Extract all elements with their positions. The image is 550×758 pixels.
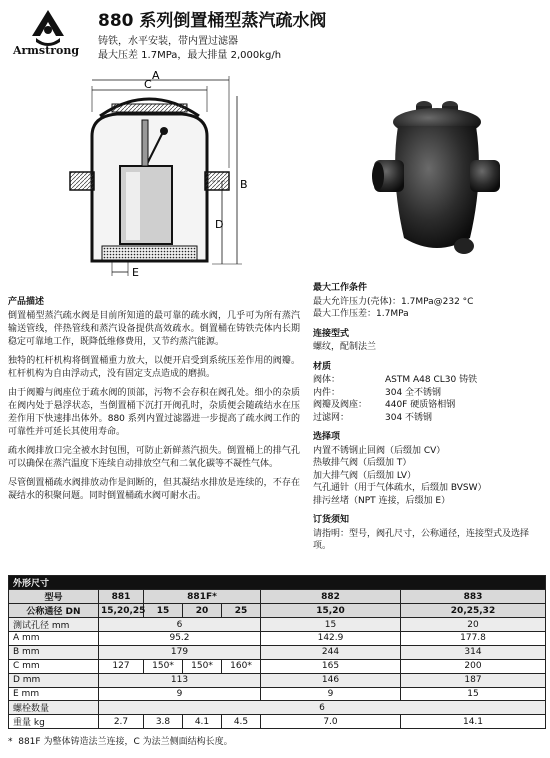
table-cell: 20 bbox=[401, 618, 546, 632]
table-cell: 公称通径 DN bbox=[9, 604, 99, 618]
table-cell: 179 bbox=[99, 645, 261, 659]
max-diff-pressure-line: 最大工作压差：1.7MPa bbox=[313, 309, 409, 319]
table-cell: 9 bbox=[99, 687, 261, 701]
max-conditions-title: 最大工作条件 bbox=[313, 283, 368, 293]
connection-title: 连接型式 bbox=[313, 328, 350, 339]
table-cell: 15 bbox=[144, 604, 183, 618]
options-title: 选择项 bbox=[313, 432, 341, 442]
table-caption: 外形尺寸 bbox=[9, 576, 546, 590]
table-cell: 15,20 bbox=[261, 604, 401, 618]
table-cell: 113 bbox=[99, 673, 261, 687]
table-cell: 882 bbox=[261, 590, 401, 604]
description-title: 产品描述 bbox=[8, 297, 45, 307]
table-cell: C mm bbox=[9, 659, 99, 673]
table-row bbox=[9, 632, 546, 646]
table-cell: A mm bbox=[9, 632, 99, 646]
table-cell: 187 bbox=[401, 673, 546, 687]
description-paragraph: 由于阀瓣与阀座位于疏水阀的顶部，污物不会存积在阀孔处。细小的杂质在阀内处于悬浮状态，当倒置桶下沉打开阀孔时，杂质便会随疏结水在压差作用下快速排出体外。880 系列内置过滤器进一步提高了疏水阀工作的可靠性并可延长其使用寿命。 bbox=[8, 388, 300, 437]
table-cell: B mm bbox=[9, 645, 99, 659]
table-cell: E mm bbox=[9, 687, 99, 701]
table-cell: 25 bbox=[222, 604, 261, 618]
description-paragraph: 尽管倒置桶疏水阀排放动作是间断的，但其凝结水排放是连续的，不存在凝结水的积聚问题。同时倒置桶疏水阀可耐水击。 bbox=[8, 478, 300, 501]
table-cell: 20,25,32 bbox=[401, 604, 546, 618]
table-row bbox=[9, 659, 546, 673]
dim-label-a: A bbox=[152, 69, 160, 82]
table-cell: 314 bbox=[401, 645, 546, 659]
table-cell: 4.1 bbox=[183, 715, 222, 729]
table-row bbox=[9, 673, 546, 687]
table-cell: D mm bbox=[9, 673, 99, 687]
materials-block bbox=[313, 361, 543, 425]
subtitle-install: 铸铁，水平安装，带内置过滤器 bbox=[98, 36, 238, 47]
table-cell: 15,20,25 bbox=[99, 604, 144, 618]
table-cell: 6 bbox=[99, 701, 546, 715]
dim-label-b: B bbox=[240, 178, 248, 191]
table-cell: 160* bbox=[222, 659, 261, 673]
dim-label-e: E bbox=[132, 266, 139, 279]
option-item: 内置不锈钢止回阀（后缀加 CV） bbox=[313, 445, 446, 456]
table-cell: 881 bbox=[99, 590, 144, 604]
material-row: 阀体： ASTM A48 CL30 铸铁 bbox=[313, 375, 478, 385]
table-cell: 螺栓数量 bbox=[9, 701, 99, 715]
brand-name: Armstrong bbox=[12, 44, 80, 57]
description-paragraph: 独特的杠杆机构将倒置桶重力放大，以便开启受到系统压差作用的阀瓣。杠杆机构为自由浮动式，没有固定支点造成的磨损。 bbox=[8, 356, 300, 379]
table-cell: 150* bbox=[183, 659, 222, 673]
option-item: 气孔通针（用于气体疏水，后缀加 BVSW） bbox=[313, 483, 487, 493]
connection-value: 螺纹，配制法兰 bbox=[313, 342, 377, 352]
table-cell: 6 bbox=[99, 618, 261, 632]
table-cell: 3.8 bbox=[144, 715, 183, 729]
table-cell: 150* bbox=[144, 659, 183, 673]
table-cell: 2.7 bbox=[99, 715, 144, 729]
description-paragraph: 疏水阀排放口完全被水封包围，可防止新鲜蒸汽损失。倒置桶上的排气孔可以确保在蒸汽温度下连续自动排放空气和二氧化碳等不凝性气体。 bbox=[8, 446, 300, 469]
table-row bbox=[9, 618, 546, 632]
material-row: 过滤网： 304 不锈钢 bbox=[313, 412, 433, 423]
table-row-model bbox=[9, 590, 546, 604]
table-footnote: * 881F 为整体铸造法兰连接，C 为法兰侧面结构长度。 bbox=[8, 737, 233, 747]
arm-icon bbox=[30, 8, 66, 48]
table-cell: 重量 kg bbox=[9, 715, 99, 729]
ordering-text: 请指明：型号，阀孔尺寸，公称通径，连接型式及选择项。 bbox=[313, 528, 530, 551]
material-row: 内件： 304 全不锈钢 bbox=[313, 387, 442, 398]
description-paragraph: 倒置桶型蒸汽疏水阀是目前所知道的最可靠的疏水阀，几乎可为所有蒸汽输送管线，伴热管线和蒸汽设备提供高效疏水。倒置桶在铸铁壳体内长期稳定可靠地工作，既降低维修费用，又节约蒸汽能源。 bbox=[8, 311, 300, 347]
table-cell: 7.0 bbox=[261, 715, 401, 729]
table-cell: 165 bbox=[261, 659, 401, 673]
table-row bbox=[9, 715, 546, 729]
max-conditions-block bbox=[313, 282, 543, 321]
max-pressure-line: 最大允许压力(壳体)：1.7MPa@232 °C bbox=[313, 296, 474, 307]
table-cell: 4.5 bbox=[222, 715, 261, 729]
sectional-drawing bbox=[52, 69, 257, 286]
dim-label-d: D bbox=[215, 218, 224, 231]
table-cell: 20 bbox=[183, 604, 222, 618]
options-block bbox=[313, 431, 543, 507]
table-cell: 型号 bbox=[9, 590, 99, 604]
table-cell: 244 bbox=[261, 645, 401, 659]
table-row-dn bbox=[9, 604, 546, 618]
dimensions-table bbox=[8, 575, 546, 729]
material-row: 阀瓣及阀座： 440F 硬质铬相钢 bbox=[313, 400, 456, 410]
table-cell: 146 bbox=[261, 673, 401, 687]
page-title: 880 系列倒置桶型蒸汽疏水阀 bbox=[98, 11, 327, 31]
table-cell: 200 bbox=[401, 659, 546, 673]
table-cell: 9 bbox=[261, 687, 401, 701]
description-section bbox=[8, 296, 300, 509]
option-item: 热敏排气阀（后缀加 T） bbox=[313, 458, 412, 468]
table-cell: 142.9 bbox=[261, 632, 401, 646]
armstrong-logo bbox=[8, 8, 88, 68]
table-cell: 881F* bbox=[144, 590, 261, 604]
ordering-title: 订货须知 bbox=[313, 515, 350, 525]
table-row bbox=[9, 645, 546, 659]
table-cell: 14.1 bbox=[401, 715, 546, 729]
option-item: 排污丝堵（NPT 连接，后缀加 E） bbox=[313, 495, 451, 506]
connection-block bbox=[313, 328, 543, 354]
subtitle-rating: 最大压差 1.7MPa，最大排量 2,000kg/h bbox=[98, 50, 282, 61]
table-row bbox=[9, 687, 546, 701]
table-cell: 127 bbox=[99, 659, 144, 673]
table-cell: 15 bbox=[401, 687, 546, 701]
table-cell: 95.2 bbox=[99, 632, 261, 646]
table-row bbox=[9, 701, 546, 715]
ordering-block bbox=[313, 514, 543, 553]
specs-section bbox=[313, 282, 543, 560]
table-cell: 测试孔径 mm bbox=[9, 618, 99, 632]
table-cell: 15 bbox=[261, 618, 401, 632]
table-cell: 883 bbox=[401, 590, 546, 604]
materials-title: 材质 bbox=[313, 361, 332, 372]
table-cell: 177.8 bbox=[401, 632, 546, 646]
option-item: 加大排气阀（后缀加 LV） bbox=[313, 470, 417, 481]
dim-label-c: C bbox=[144, 78, 152, 91]
product-photo bbox=[372, 98, 502, 268]
